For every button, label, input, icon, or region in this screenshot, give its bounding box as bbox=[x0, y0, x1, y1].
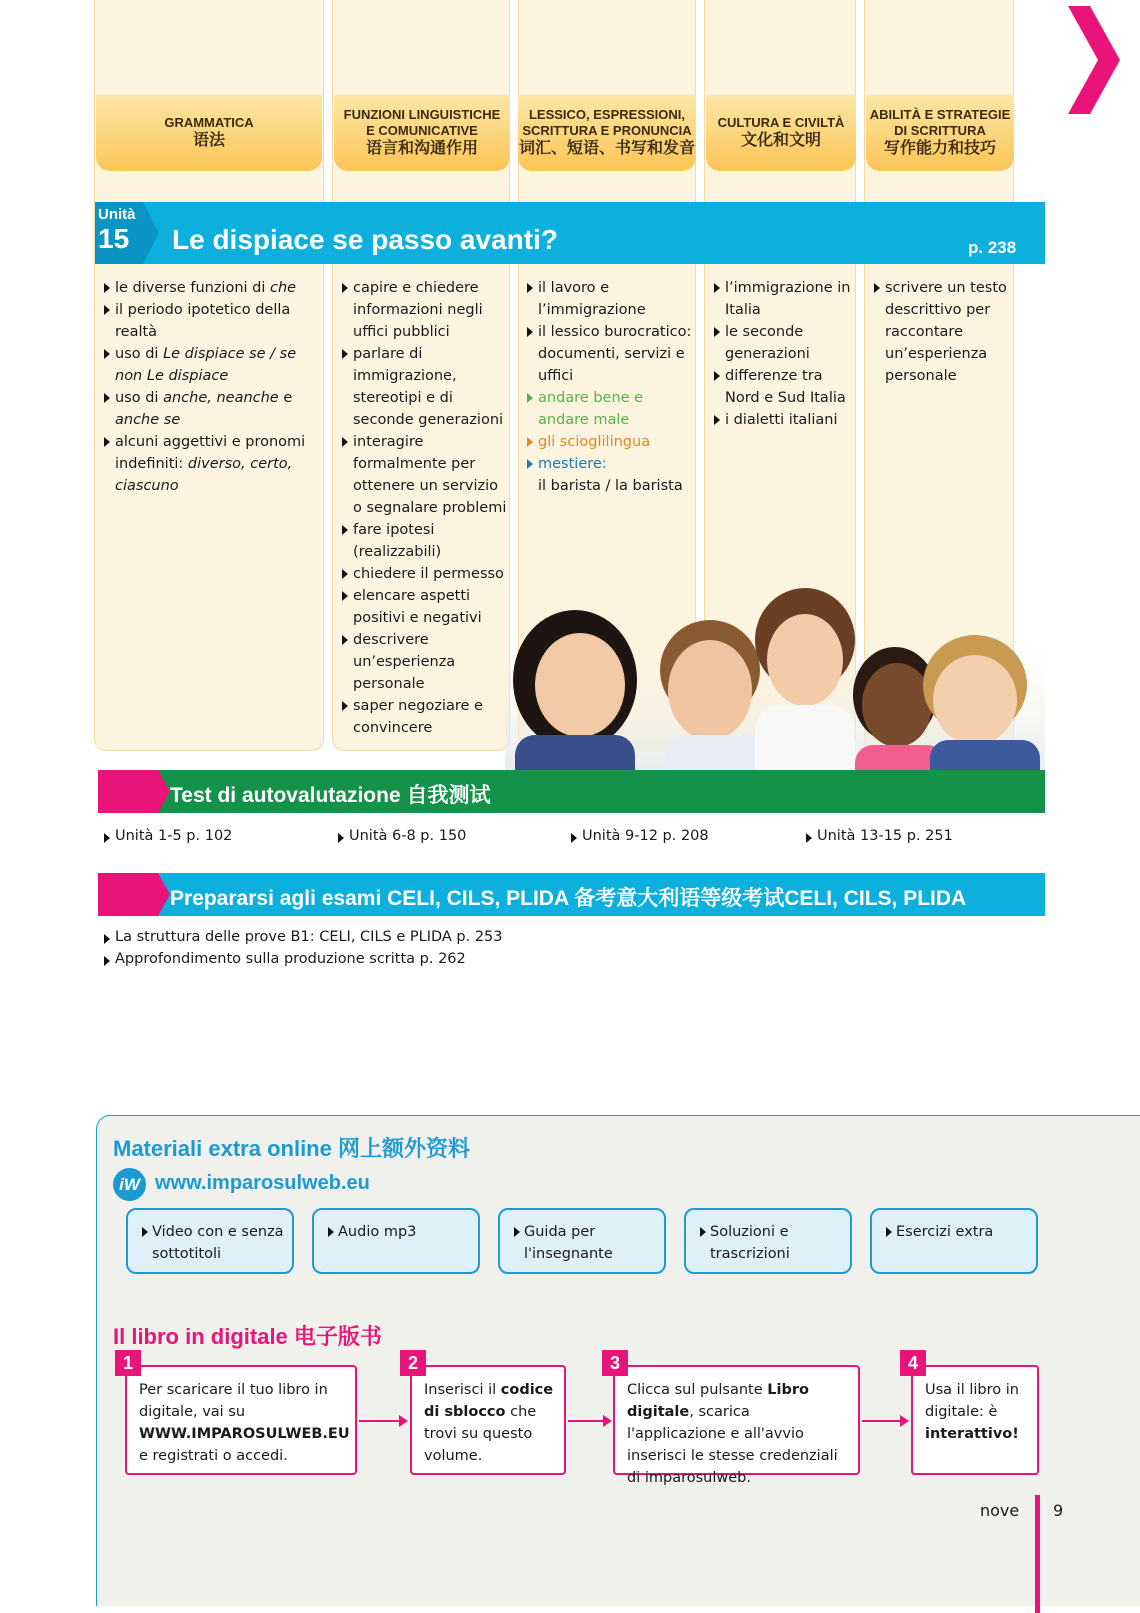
connector-arrow-icon bbox=[359, 1420, 406, 1422]
step-1: Per scaricare il tuo libro in digitale, vai su WWW.IMPAROSULWEB.EU e registrati o accedi. bbox=[125, 1365, 357, 1475]
list-item: parlare di immigrazione, stereotipi e di seconde generazioni bbox=[342, 343, 510, 431]
page-number: 9 bbox=[1053, 1501, 1064, 1520]
list-item: mestiere: bbox=[527, 453, 697, 475]
step-number-2: 2 bbox=[400, 1350, 426, 1376]
triangle-icon bbox=[328, 1227, 334, 1237]
list-item: le diverse funzioni di che bbox=[104, 277, 319, 299]
step-number-3: 3 bbox=[602, 1350, 628, 1376]
page-divider bbox=[1035, 1495, 1040, 1613]
list-item: fare ipotesi (realizzabili) bbox=[342, 519, 510, 563]
colhead-abilita bbox=[866, 95, 1014, 171]
list-item: scrivere un testo descrittivo per raccontare un’esperienza personale bbox=[874, 277, 1014, 387]
colhead-zh: 文化和文明 bbox=[740, 132, 821, 149]
triangle-icon bbox=[886, 1227, 892, 1237]
triangle-icon bbox=[142, 1227, 148, 1237]
functions-list bbox=[342, 277, 510, 739]
list-item: il periodo ipotetico della realtà bbox=[104, 299, 319, 343]
list-item: alcuni aggettivi e pronomi indefiniti: diverso, certo, ciascuno bbox=[104, 431, 319, 497]
colhead-zh: 语言和沟通作用 bbox=[365, 140, 478, 157]
list-item: uso di anche, neanche e anche se bbox=[104, 387, 319, 431]
chevron-right-icon bbox=[1068, 6, 1120, 114]
unit-label: Unità bbox=[98, 206, 136, 223]
iw-logo-icon: iW bbox=[113, 1168, 146, 1201]
test-link-4[interactable]: Unità 13-15 p. 251 bbox=[806, 828, 953, 844]
extra-box-video[interactable]: Video con e senza sottotitoli bbox=[126, 1208, 294, 1274]
culture-list bbox=[714, 277, 854, 431]
exams-bar-accent bbox=[98, 873, 158, 916]
exams-link-1[interactable]: La struttura delle prove B1: CELI, CILS e PLIDA p. 253 bbox=[104, 929, 503, 945]
writing-list bbox=[874, 277, 1014, 387]
list-item: il lessico burocratico: documenti, servizi e uffici bbox=[527, 321, 697, 387]
grammar-list bbox=[104, 277, 319, 497]
list-item: descrivere un’esperienza personale bbox=[342, 629, 510, 695]
list-item: chiedere il permesso bbox=[342, 563, 510, 585]
list-item: i dialetti italiani bbox=[714, 409, 854, 431]
colhead-it: CULTURA E CIVILTÀ bbox=[717, 115, 845, 130]
extra-title: Materiali extra online 网上额外资料 bbox=[113, 1136, 470, 1161]
colhead-lessico bbox=[518, 95, 696, 171]
colhead-it: GRAMMATICA bbox=[164, 115, 254, 130]
list-item: le seconde generazioni bbox=[714, 321, 854, 365]
extra-url-link[interactable]: www.imparosulweb.eu bbox=[155, 1172, 370, 1194]
colhead-it: LESSICO, ESPRESSIONI, SCRITTURA E PRONUNCIA bbox=[522, 107, 692, 138]
step-number-1: 1 bbox=[115, 1350, 141, 1376]
list-item: l’immigrazione in Italia bbox=[714, 277, 854, 321]
digital-title: Il libro in digitale 电子版书 bbox=[113, 1324, 382, 1349]
connector-arrow-icon bbox=[568, 1420, 610, 1422]
lexicon-list bbox=[527, 277, 697, 497]
colhead-it: ABILITÀ E STRATEGIE DI SCRITTURA bbox=[869, 107, 1011, 138]
list-item: saper negoziare e convincere bbox=[342, 695, 510, 739]
extra-box-audio[interactable]: Audio mp3 bbox=[312, 1208, 480, 1274]
list-item: uso di Le dispiace se / se non Le dispiace bbox=[104, 343, 319, 387]
extra-box-guida[interactable]: Guida per l'insegnante bbox=[498, 1208, 666, 1274]
colhead-grammatica bbox=[96, 95, 322, 171]
test-link-2[interactable]: Unità 6-8 p. 150 bbox=[338, 828, 466, 844]
list-item: differenze tra Nord e Sud Italia bbox=[714, 365, 854, 409]
colhead-cultura bbox=[706, 95, 856, 171]
unit-page-link[interactable]: p. 238 bbox=[968, 238, 1017, 257]
exams-bar bbox=[98, 873, 1045, 916]
list-item: elencare aspetti positivi e negativi bbox=[342, 585, 510, 629]
step-4: Usa il libro in digitale: è interattivo! bbox=[911, 1365, 1039, 1475]
colhead-zh: 语法 bbox=[192, 132, 225, 149]
colhead-zh: 写作能力和技巧 bbox=[883, 140, 996, 157]
children-photo bbox=[505, 585, 1045, 790]
unit-number-box bbox=[95, 202, 143, 264]
list-item: gli scioglilingua bbox=[527, 431, 697, 453]
list-item: capire e chiedere informazioni negli uffici pubblici bbox=[342, 277, 510, 343]
page-number-word: nove bbox=[980, 1501, 1020, 1520]
step-number-4: 4 bbox=[900, 1350, 926, 1376]
extra-box-esercizi[interactable]: Esercizi extra bbox=[870, 1208, 1038, 1274]
connector-arrow-icon bbox=[862, 1420, 907, 1422]
test-link-3[interactable]: Unità 9-12 p. 208 bbox=[571, 828, 709, 844]
exams-link-2[interactable]: Approfondimento sulla produzione scritta p. 262 bbox=[104, 951, 466, 967]
colhead-zh: 词汇、短语、书写和发音 bbox=[518, 140, 695, 157]
unit-arrow-icon bbox=[143, 202, 161, 264]
triangle-icon bbox=[514, 1227, 520, 1237]
step-3: Clicca sul pulsante Libro digitale, scarica l'applicazione e all'avvio inserisci le stesse credenziali di imparosulweb. bbox=[613, 1365, 860, 1475]
list-item: interagire formalmente per ottenere un servizio o segnalare problemi bbox=[342, 431, 510, 519]
step-2: Inserisci il codice di sblocco che trovi su questo volume. bbox=[410, 1365, 566, 1475]
test-title: Test di autovalutazione 自我测试 bbox=[170, 784, 491, 807]
extra-box-soluzioni[interactable]: Soluzioni e trascrizioni bbox=[684, 1208, 852, 1274]
list-item: il barista / la barista bbox=[538, 478, 683, 494]
list-item: andare bene e andare male bbox=[527, 387, 697, 431]
unit-title: Le dispiace se passo avanti? bbox=[172, 224, 558, 255]
colhead-it: FUNZIONI LINGUISTICHE E COMUNICATIVE bbox=[343, 107, 501, 138]
list-item: il lavoro e l’immigrazione bbox=[527, 277, 697, 321]
test-bar-accent bbox=[98, 770, 158, 813]
test-link-1[interactable]: Unità 1-5 p. 102 bbox=[104, 828, 232, 844]
unit-number: 15 bbox=[98, 223, 130, 254]
triangle-icon bbox=[700, 1227, 706, 1237]
colhead-funzioni bbox=[334, 95, 510, 171]
exams-title: Prepararsi agli esami CELI, CILS, PLIDA 备考意大利语等级考试CELI, CILS, PLIDA bbox=[170, 887, 967, 910]
test-bar bbox=[98, 770, 1045, 813]
